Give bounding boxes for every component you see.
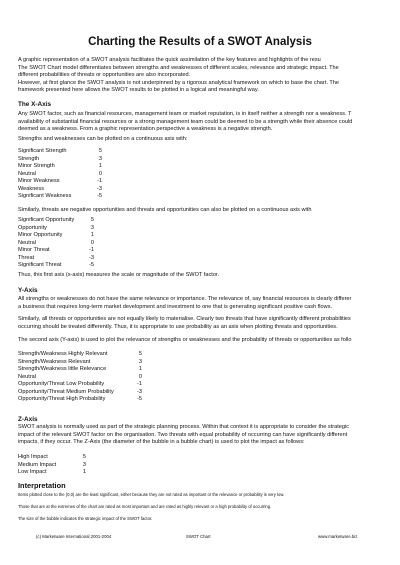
x-axis-paragraph-3 — [18, 207, 394, 215]
scale-row — [18, 351, 142, 359]
scale-row — [18, 381, 142, 389]
scale-value: 1 — [82, 469, 86, 475]
scale-value: 3 — [82, 461, 86, 468]
paragraph-line: availability of substantial financial resources or a strong management team could be deemed to be a strength while their absence could — [18, 118, 353, 125]
scale-value: -5 — [89, 262, 94, 268]
scale-label: Strength — [18, 155, 40, 162]
x-axis-paragraph-2 — [18, 136, 394, 144]
scale-value: 0 — [98, 170, 102, 177]
scale-label: Strength/Weakness little Relevance — [18, 366, 107, 372]
scale-value: 3 — [98, 155, 102, 162]
x-axis-paragraph-4 — [18, 272, 394, 280]
scale-row — [18, 156, 102, 164]
scale-row — [18, 462, 86, 470]
intro-paragraph — [18, 57, 394, 95]
scale-label: Significant Threat — [18, 262, 62, 268]
scale-value: 3 — [90, 224, 94, 231]
scale-row — [18, 247, 94, 255]
scale-label: Weakness — [18, 185, 45, 192]
intro-line: different probabilities of threats or opportunities are also incorporated. — [18, 72, 191, 79]
scale-label: Medium Impact — [18, 461, 57, 468]
scale-row — [18, 262, 94, 270]
scale-label: Minor Weakness — [18, 178, 60, 184]
scale-value: 1 — [90, 232, 94, 238]
scale-label: Strength/Weakness Highly Relevant — [18, 351, 108, 357]
scale-row — [18, 240, 94, 248]
scale-label: Minor Strength — [18, 163, 55, 169]
z-axis-heading: Z-Axis — [18, 416, 38, 423]
scale-label: Minor Threat — [18, 247, 50, 253]
paragraph-line: Similarly, threats are negative opportunities and threats and opportunities can also be plotted on a continuous axis with — [18, 207, 312, 213]
impact-scale — [18, 454, 86, 477]
scale-label: Opportunity — [18, 224, 47, 231]
scale-value: 5 — [98, 148, 102, 154]
scale-label: Neutral — [18, 239, 37, 246]
scale-row — [18, 186, 102, 194]
y-axis-paragraph-1 — [18, 296, 394, 311]
paragraph-line: The second axis (Y-axis) is used to plot the relevance of strengths or weaknesses and the probability of threats or opportunities as follo — [18, 337, 352, 343]
paragraph-line: a business that requires long-term market development and investment to one that is generating significant positive cash flows. — [18, 303, 333, 310]
scale-row — [18, 389, 142, 397]
scale-row — [18, 454, 86, 462]
scale-value: -5 — [97, 193, 102, 199]
x-axis-heading: The X-Axis — [18, 101, 52, 108]
scale-row — [18, 374, 142, 382]
scale-row — [18, 225, 94, 233]
relevance-probability-scale — [18, 351, 142, 404]
scale-row — [18, 255, 94, 263]
paragraph-line: All strengths or weaknesses do not have the same relevance or importance. The relevance of, say financial resources is clearly differer — [18, 296, 352, 302]
scale-row — [18, 163, 102, 171]
interpretation-line: The size of the bubble indicates the strategic impact of the SWOT factor. — [18, 516, 153, 521]
intro-line: However, at first glance the SWOT analysis is not underpinned by a rigorous analytical framework on which to base the chart. The — [18, 79, 339, 86]
paragraph-line: occurring should be treated differently. Thus, it is appropriate to use probability as an axis when plotting threats and opportunities. — [18, 323, 338, 330]
scale-label: High Impact — [18, 454, 48, 460]
scale-row — [18, 396, 142, 404]
scale-value: -3 — [137, 388, 142, 395]
opportunity-threat-scale — [18, 217, 94, 270]
paragraph-line: impacts, if they occur. The Z-Axis (the diameter of the bubble in a bubble chart) is used to plot the impact as follows: — [18, 439, 305, 446]
y-axis-heading: Y-Axis — [18, 287, 38, 294]
page-title: Charting the Results of a SWOT Analysis — [88, 36, 312, 48]
footer-title: SWOT Chart — [186, 534, 211, 539]
scale-value: -3 — [89, 254, 94, 261]
scale-value: 5 — [138, 351, 142, 357]
scale-value: -1 — [89, 247, 94, 253]
scale-label: Minor Opportunity — [18, 232, 63, 238]
scale-label: Strength/Weakness Relevant — [18, 358, 91, 365]
paragraph-line: SWOT analysis is normally used as part of the strategic planning process. Within that context it is appropriate to consider the strategic — [18, 424, 350, 430]
footer-copyright: (c) Marketware International 2001-2004 — [36, 534, 112, 539]
scale-label: Threat — [18, 254, 35, 261]
scale-value: -1 — [137, 381, 142, 387]
z-axis-paragraph — [18, 424, 394, 447]
paragraph-line: Similarly, all threats or opportunities are not equally likely to materialise. Clearly two threats that have significantly different probabilities — [18, 316, 351, 322]
scale-row — [18, 232, 94, 240]
scale-label: Neutral — [18, 170, 37, 177]
scale-label: Significant Strength — [18, 148, 67, 154]
interpretation-line: Those that are at the extremes of the chart are rated as most important and are rated as highly relevant or a high probability of occurring. — [18, 504, 272, 509]
paragraph-line: Any SWOT factor, such as financial resources, management team or market reputation, is in itself neither a strength nor a weakness. T — [18, 111, 352, 117]
scale-value: -1 — [97, 178, 102, 184]
scale-label: Opportunity/Threat Medium Probability — [18, 388, 114, 395]
scale-value: 1 — [98, 163, 102, 169]
scale-label: Opportunity/Threat High Probability — [18, 396, 106, 402]
scale-value: 5 — [90, 217, 94, 223]
scale-row — [18, 178, 102, 186]
paragraph-line: Strengths and weaknesses can be plotted on a continuous axis with: — [18, 136, 188, 142]
scale-row — [18, 148, 102, 156]
x-axis-paragraph-1 — [18, 111, 394, 134]
strength-weakness-scale — [18, 148, 102, 201]
scale-row — [18, 366, 142, 374]
scale-row — [18, 171, 102, 179]
scale-label: Significant Opportunity — [18, 217, 75, 223]
intro-line: A graphic representation of a SWOT analysis facilitates the quick assimilation of the key features and highlights of the resu — [18, 57, 321, 63]
paragraph-line: deemed as a weakness. From a graphic representation perspective a weakness is a negative strength. — [18, 126, 273, 133]
scale-row — [18, 193, 102, 201]
scale-row — [18, 469, 86, 477]
scale-value: 5 — [82, 454, 86, 460]
y-axis-paragraph-2 — [18, 316, 394, 331]
intro-line: The SWOT Chart model differentiates between strengths and weaknesses of different scales, relevance and strategic impact. The — [18, 64, 339, 71]
intro-line: framework presented here allows the SWOT results to be plotted in a logical and meaningful way. — [18, 87, 259, 94]
scale-label: Low Impact — [18, 469, 47, 475]
paragraph-line: Thus, this first axis (x-axis) measures the scale or magnitude of the SWOT factor. — [18, 272, 220, 278]
scale-label: Significant Weakness — [18, 193, 72, 199]
scale-value: 0 — [90, 239, 94, 246]
y-axis-paragraph-3 — [18, 337, 394, 345]
scale-label: Neutral — [18, 373, 37, 380]
paragraph-line: impact of the relevant SWOT factor on the organisation. Two threats with equal probability of occurring can have significantly different — [18, 431, 348, 438]
scale-value: 0 — [138, 373, 142, 380]
interpretation-heading: Interpretation — [18, 481, 66, 490]
scale-row — [18, 359, 142, 367]
scale-value: 3 — [138, 358, 142, 365]
scale-value: 1 — [138, 366, 142, 372]
scale-value: -5 — [137, 396, 142, 402]
scale-row — [18, 217, 94, 225]
interpretation-line: Items plotted close to the (0,0) are the least significant, either because they are not rated as important or the relevance or probability is very low. — [18, 492, 285, 497]
scale-value: -3 — [97, 185, 102, 192]
scale-label: Opportunity/Threat Low Probability — [18, 381, 105, 387]
footer-url: www.marketware.biz — [318, 534, 358, 539]
